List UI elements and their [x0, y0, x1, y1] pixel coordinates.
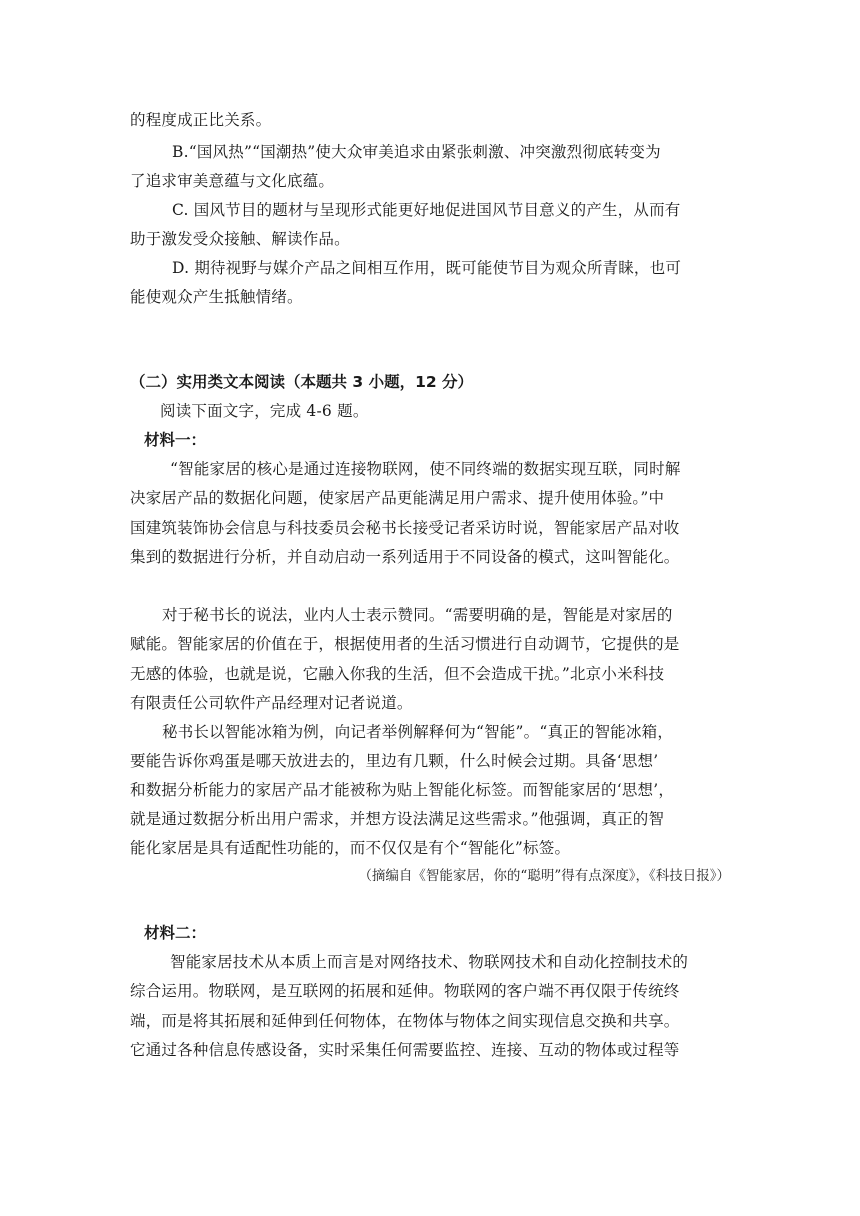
paragraph-line: 有限责任公司软件产品经理对记者说道。: [130, 694, 413, 712]
source-citation: （摘编自《智能家居，你的“聪明”得有点深度》，《科技日报》）: [358, 868, 730, 884]
material1-label: 材料一：: [144, 431, 207, 449]
instruction: 阅读下面文字，完成 4-6 题。: [160, 402, 369, 420]
paragraph-line: “智能家居的核心是通过连接物联网，使不同终端的数据实现互联，同时解: [170, 460, 681, 478]
paragraph-line: 端，而是将其拓展和延伸到任何物体，在物体与物体之间实现信息交换和共享。: [130, 1012, 680, 1030]
paragraph-line: 国建筑装饰协会信息与科技委员会秘书长接受记者采访时说，智能家居产品对收: [130, 519, 680, 537]
text-line: 助于激发受众接触、解读作品。: [130, 230, 350, 248]
paragraph-line: 智能家居技术从本质上而言是对网络技术、物联网技术和自动化控制技术的: [170, 953, 689, 971]
paragraph-line: 要能告诉你鸡蛋是哪天放进去的，里边有几颗，什么时候会过期。具备‘思想’: [130, 752, 659, 770]
paragraph-line: 和数据分析能力的家居产品才能被称为贴上智能化标签。而智能家居的‘思想’，: [130, 781, 675, 799]
paragraph-line: 就是通过数据分析出用户需求，并想方设法满足这些需求。”他强调，真正的智: [130, 810, 665, 828]
text-line: 能使观众产生抵触情绪。: [130, 288, 303, 306]
option-c-line: C. 国风节目的题材与呈现形式能更好地促进国风节目意义的产生，从而有: [172, 201, 681, 219]
paragraph-line: 集到的数据进行分析，并自动启动一系列适用于不同设备的模式，这叫智能化。: [130, 548, 680, 566]
text-line: 了追求审美意蕴与文化底蕴。: [130, 172, 335, 190]
paragraph-line: 它通过各种信息传感设备，实时采集任何需要监控、连接、互动的物体或过程等: [130, 1041, 680, 1059]
paragraph-line: 能化家居是具有适配性功能的，而不仅仅是有个“智能化”标签。: [130, 839, 571, 857]
material2-label: 材料二：: [144, 924, 207, 942]
paragraph-line: 无感的体验，也就是说，它融入你我的生活，但不会造成干扰。”北京小米科技: [130, 665, 665, 683]
paragraph-line: 综合运用。物联网，是互联网的拓展和延伸。物联网的客户端不再仅限于传统终: [130, 982, 680, 1000]
option-d-line: D. 期待视野与媒介产品之间相互作用，既可能使节目为观众所青睐，也可: [172, 259, 682, 277]
text-line: 的程度成正比关系。: [130, 111, 272, 129]
paragraph-line: 决家居产品的数据化问题，使家居产品更能满足用户需求、提升使用体验。”中: [130, 489, 665, 507]
section-heading: （二）实用类文本阅读（本题共 3 小题，12 分）: [130, 373, 474, 391]
option-b-line: B.“国风热”“国潮热”使大众审美追求由紧张刺激、冲突激烈彻底转变为: [172, 143, 661, 161]
paragraph-line: 对于秘书长的说法，业内人士表示赞同。“需要明确的是，智能是对家居的: [162, 606, 673, 624]
paragraph-line: 赋能。智能家居的价值在于，根据使用者的生活习惯进行自动调节，它提供的是: [130, 635, 680, 653]
paragraph-line: 秘书长以智能冰箱为例，向记者举例解释何为“智能”。“真正的智能冰箱，: [162, 723, 674, 741]
